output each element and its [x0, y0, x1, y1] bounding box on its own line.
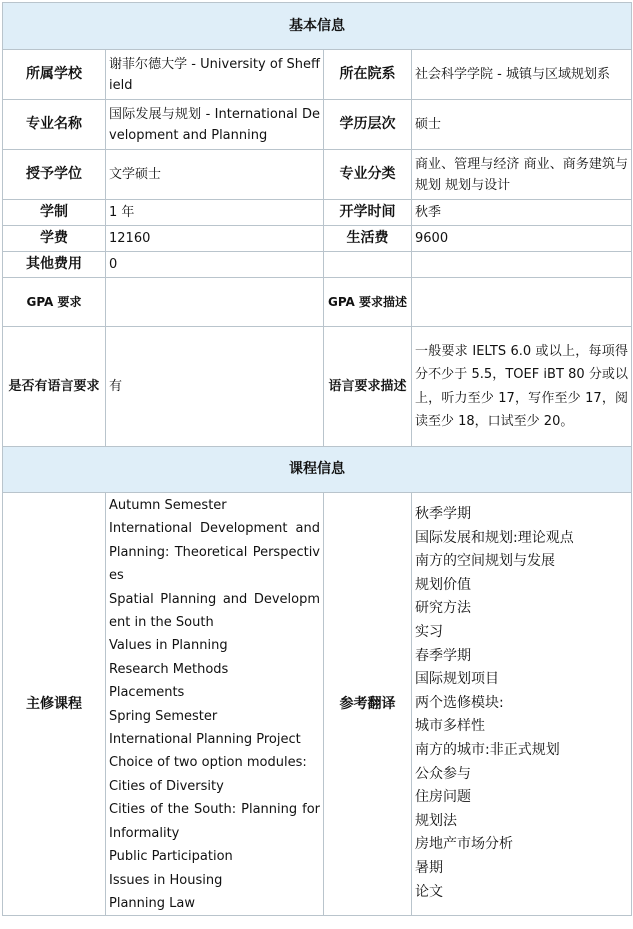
duration-label: 学制 [3, 200, 106, 226]
major-category-label: 专业分类 [324, 150, 412, 200]
list-item: 秋季学期 [415, 506, 471, 522]
list-item: Research Methods [109, 661, 229, 677]
list-item: 国际规划项目 [415, 671, 499, 688]
major-category-value: 商业、管理与经济 商业、商务建筑与规划 规划与设计 [412, 150, 632, 200]
list-item: Placements [109, 685, 185, 701]
department-value: 社会科学学院 - 城镇与区域规划系 [412, 50, 632, 100]
gpa-label: GPA 要求 [3, 278, 106, 327]
language-desc-value: 一般要求 IELTS 6.0 或以上，每项得分不少于 5.5，TOEF iBT 80 分或以上，听力至少 17，写作至少 17，阅读至少 18，口试至少 20。 [412, 327, 632, 447]
table-row [3, 200, 632, 226]
reference-translation-label: 参考翻译 [324, 493, 412, 916]
main-courses-list [106, 493, 324, 916]
list-item: 实习 [415, 623, 443, 640]
list-item: 住房问题 [415, 789, 471, 806]
tuition-value: 12160 [106, 226, 324, 252]
list-item: 公众参与 [415, 765, 471, 782]
duration-value: 1 年 [106, 200, 324, 226]
program-info-table [2, 2, 632, 916]
living-cost-value: 9600 [412, 226, 632, 252]
tuition-label: 学费 [3, 226, 106, 252]
empty-label [324, 252, 412, 278]
main-courses-label: 主修课程 [3, 493, 106, 916]
table-row [3, 150, 632, 200]
list-item: Cities of the South: Planning for Informality [109, 802, 320, 841]
gpa-desc-value [412, 278, 632, 327]
list-item: Autumn Semester [109, 498, 227, 513]
language-req-label: 是否有语言要求 [3, 327, 106, 447]
list-item: 暑期 [415, 859, 443, 876]
other-fees-label: 其他费用 [3, 252, 106, 278]
table-row [3, 493, 632, 916]
basic-info-heading: 基本信息 [3, 3, 632, 50]
department-label: 所在院系 [324, 50, 412, 100]
gpa-value [106, 278, 324, 327]
reference-translation-list [412, 493, 632, 916]
course-info-heading: 课程信息 [3, 447, 632, 493]
school-value: 谢菲尔德大学 - University of Sheffield [106, 50, 324, 100]
language-desc-label: 语言要求描述 [324, 327, 412, 447]
list-item: 南方的空间规划与发展 [415, 553, 555, 570]
table-row [3, 50, 632, 100]
list-item: Planning Law [109, 895, 195, 911]
table-row [3, 327, 632, 447]
list-item: 论文 [415, 883, 443, 900]
list-item: Cities of Diversity [109, 778, 224, 794]
table-row [3, 252, 632, 278]
list-item: 两个选修模块: [415, 694, 504, 711]
table-row [3, 278, 632, 327]
start-time-label: 开学时间 [324, 200, 412, 226]
list-item: International Planning Project [109, 732, 301, 748]
major-label: 专业名称 [3, 100, 106, 150]
start-time-value: 秋季 [412, 200, 632, 226]
list-item: 研究方法 [415, 600, 471, 617]
list-item: 规划价值 [415, 576, 471, 593]
list-item: 城市多样性 [415, 718, 485, 735]
list-item: Choice of two option modules: [109, 755, 307, 771]
degree-level-value: 硕士 [412, 100, 632, 150]
gpa-desc-label: GPA 要求描述 [324, 278, 412, 327]
language-req-value: 有 [106, 327, 324, 447]
list-item: International Development and Planning: Theoretical Perspectives [109, 521, 320, 584]
list-item: 房地产市场分析 [415, 836, 513, 853]
list-item: 春季学期 [415, 647, 471, 664]
list-item: Issues in Housing [109, 872, 223, 888]
list-item: Spring Semester [109, 708, 218, 724]
list-item: Values in Planning [109, 638, 228, 654]
other-fees-value: 0 [106, 252, 324, 278]
list-item: Spatial Planning and Development in the South [109, 591, 320, 631]
degree-level-label: 学历层次 [324, 100, 412, 150]
major-value: 国际发展与规划 - International Development and Planning [106, 100, 324, 150]
living-cost-label: 生活费 [324, 226, 412, 252]
table-row [3, 100, 632, 150]
list-item: 南方的城市:非正式规划 [415, 741, 560, 758]
list-item: 规划法 [415, 812, 457, 829]
table-row [3, 226, 632, 252]
school-label: 所属学校 [3, 50, 106, 100]
list-item: Public Participation [109, 849, 233, 865]
list-item: 国际发展和规划:理论观点 [415, 529, 574, 546]
awarded-degree-value: 文学硕士 [106, 150, 324, 200]
empty-value [412, 252, 632, 278]
awarded-degree-label: 授予学位 [3, 150, 106, 200]
